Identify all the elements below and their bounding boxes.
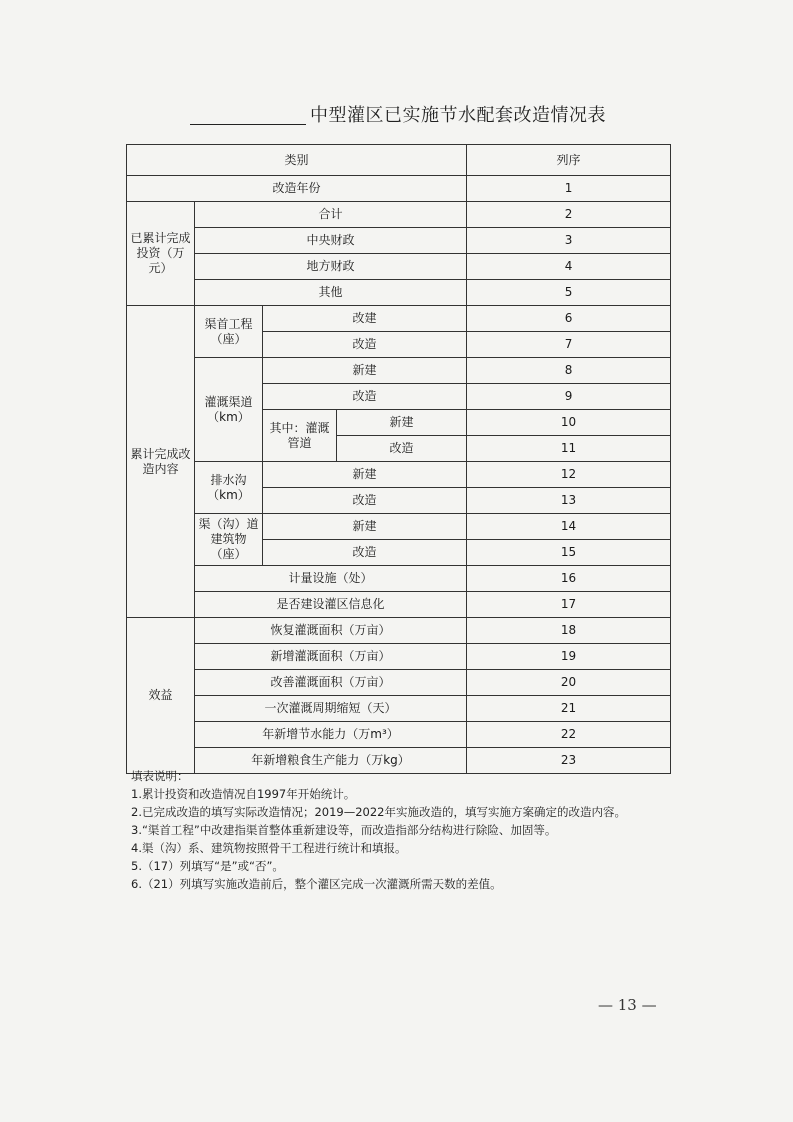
row-no: 16 (467, 566, 671, 592)
row-label: 地方财政 (195, 254, 467, 280)
row-label: 是否建设灌区信息化 (195, 592, 467, 618)
row-label: 新建 (263, 514, 467, 540)
row-label: 改善灌溉面积（万亩） (195, 670, 467, 696)
table-row (127, 514, 671, 540)
table-row (127, 696, 671, 722)
note-item: 5.（17）列填写“是”或“否”。 (131, 859, 284, 873)
sub-group-label: 排水沟（km） (195, 462, 263, 514)
row-label: 恢复灌溉面积（万亩） (195, 618, 467, 644)
table-row (127, 644, 671, 670)
row-label: 改造 (263, 384, 467, 410)
table-row (127, 618, 671, 644)
row-no: 13 (467, 488, 671, 514)
header-category: 类别 (127, 145, 467, 176)
title-blank-line (190, 124, 306, 125)
table-row (127, 358, 671, 384)
table-row (127, 176, 671, 202)
notes-heading: 填表说明： (131, 769, 189, 783)
row-no: 22 (467, 722, 671, 748)
row-no: 17 (467, 592, 671, 618)
table-row (127, 566, 671, 592)
row-no: 23 (467, 748, 671, 774)
note-item: 4.渠（沟）系、建筑物按照骨干工程进行统计和填报。 (131, 841, 407, 855)
note-item: 1.累计投资和改造情况自1997年开始统计。 (131, 787, 356, 801)
table-row (127, 462, 671, 488)
row-label: 改造年份 (127, 176, 467, 202)
row-no: 3 (467, 228, 671, 254)
sub-group-label: 渠（沟）道建筑物（座） (195, 514, 263, 566)
note-item: 6.（21）列填写实施改造前后，整个灌区完成一次灌溉所需天数的差值。 (131, 877, 502, 891)
table-row (127, 145, 671, 176)
row-no: 8 (467, 358, 671, 384)
row-label: 中央财政 (195, 228, 467, 254)
row-no: 6 (467, 306, 671, 332)
group-label: 累计完成改造内容 (127, 306, 195, 618)
row-label: 新建 (263, 358, 467, 384)
row-no: 14 (467, 514, 671, 540)
note-item: 2.已完成改造的填写实际改造情况；2019—2022年实施改造的，填写实施方案确定的改造内容。 (131, 805, 627, 819)
row-label: 新增灌溉面积（万亩） (195, 644, 467, 670)
row-no: 7 (467, 332, 671, 358)
row-label: 计量设施（处） (195, 566, 467, 592)
row-label: 改造 (337, 436, 467, 462)
sub-group-label: 灌溉渠道（km） (195, 358, 263, 462)
row-no: 21 (467, 696, 671, 722)
row-no: 5 (467, 280, 671, 306)
table-row (127, 306, 671, 332)
group-label: 效益 (127, 618, 195, 774)
row-no: 10 (467, 410, 671, 436)
row-no: 4 (467, 254, 671, 280)
table-row (127, 228, 671, 254)
page-title: 中型灌区已实施节水配套改造情况表 (310, 105, 606, 126)
table-row (127, 722, 671, 748)
row-no: 18 (467, 618, 671, 644)
row-no: 20 (467, 670, 671, 696)
pipe-label: 其中：灌溉管道 (263, 410, 337, 462)
table-row (127, 254, 671, 280)
header-seq: 列序 (467, 145, 671, 176)
page-number: — 13 — (598, 996, 657, 1014)
note-item: 3.“渠首工程”中改建指渠首整体重新建设等，而改造指部分结构进行除险、加固等。 (131, 823, 557, 837)
row-label: 其他 (195, 280, 467, 306)
row-no: 2 (467, 202, 671, 228)
row-label: 改造 (263, 332, 467, 358)
row-label: 合计 (195, 202, 467, 228)
table-row (127, 202, 671, 228)
fill-instructions (131, 767, 691, 893)
row-no: 1 (467, 176, 671, 202)
row-no: 9 (467, 384, 671, 410)
table-row (127, 280, 671, 306)
row-label: 新建 (337, 410, 467, 436)
group-label: 已累计完成投资（万元） (127, 202, 195, 306)
row-label: 新建 (263, 462, 467, 488)
row-label: 年新增节水能力（万m³） (195, 722, 467, 748)
table-row (127, 670, 671, 696)
row-label: 一次灌溉周期缩短（天） (195, 696, 467, 722)
row-no: 11 (467, 436, 671, 462)
row-label: 改造 (263, 540, 467, 566)
row-label: 改建 (263, 306, 467, 332)
row-no: 12 (467, 462, 671, 488)
renovation-table (126, 144, 671, 774)
row-label: 改造 (263, 488, 467, 514)
table-row (127, 592, 671, 618)
sub-group-label: 渠首工程（座） (195, 306, 263, 358)
row-no: 19 (467, 644, 671, 670)
row-no: 15 (467, 540, 671, 566)
row-label: 年新增粮食生产能力（万kg） (195, 748, 467, 774)
